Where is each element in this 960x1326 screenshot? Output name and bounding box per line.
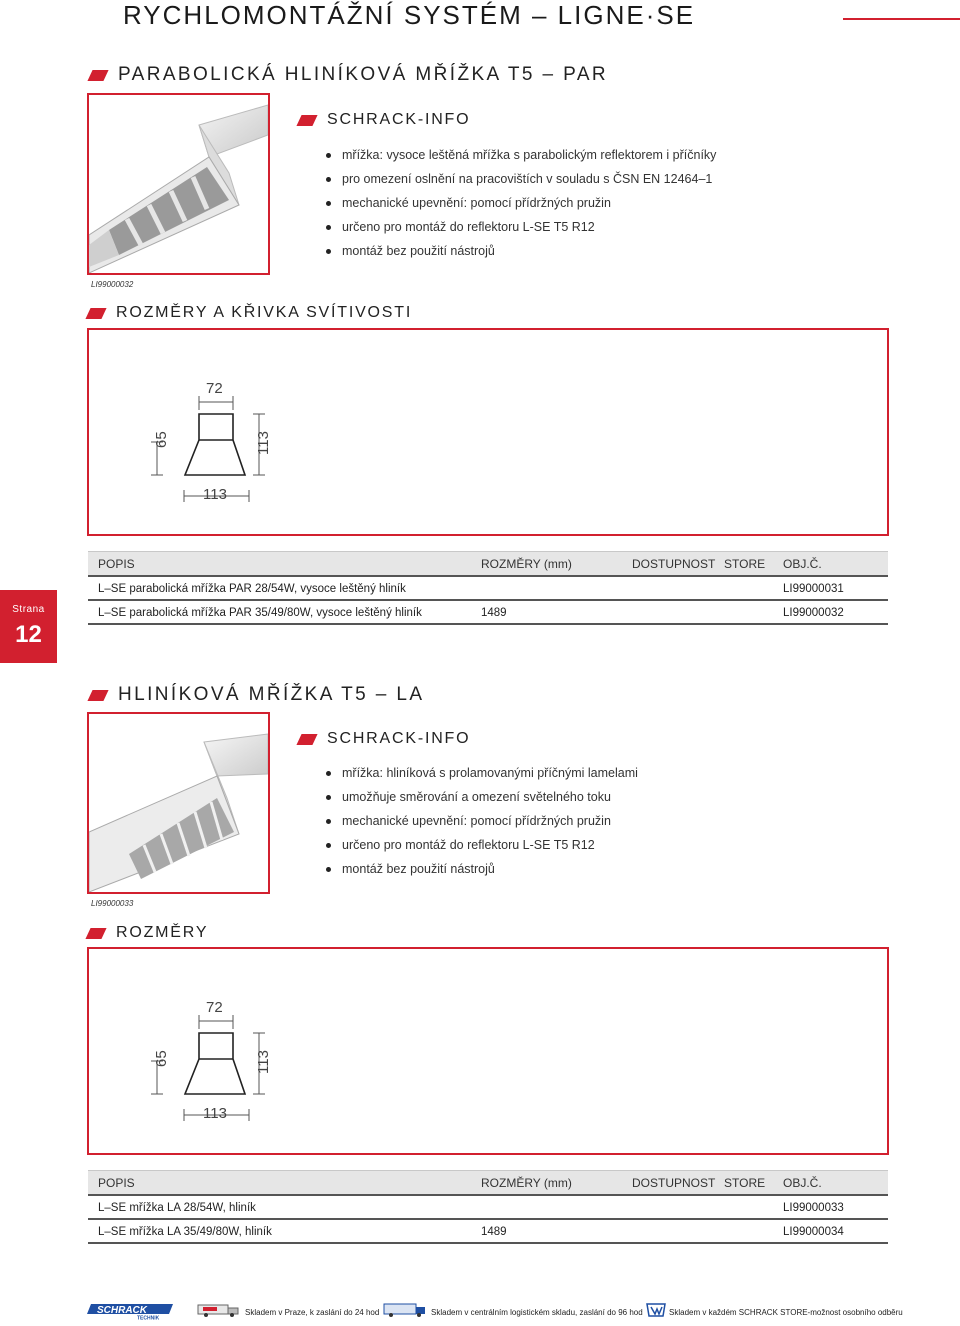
list-item: mechanické upevnění: pomocí přídržných pružin bbox=[326, 191, 716, 215]
product-image-la bbox=[87, 712, 270, 894]
col-header-rozmery: ROZMĚRY (mm) bbox=[481, 1176, 572, 1190]
dimension-drawing-2 bbox=[87, 947, 889, 1155]
dimension-drawing-1 bbox=[87, 328, 889, 536]
product-table-2 bbox=[88, 1170, 888, 1244]
page-title: RYCHLOMONTÁŽNÍ SYSTÉM – LIGNE·SE bbox=[123, 0, 696, 30]
section2-title: HLINÍKOVÁ MŘÍŽKA T5 – LA bbox=[118, 684, 425, 705]
footer-note-2: Skladem v centrálním logistickém skladu, zaslání do 96 hod bbox=[431, 1308, 643, 1317]
section1-heading bbox=[90, 64, 608, 86]
list-item: montáž bez použití nástrojů bbox=[326, 239, 716, 263]
red-marker-icon bbox=[87, 690, 108, 701]
list-item: určeno pro montáž do reflektoru L-SE T5 R12 bbox=[326, 215, 716, 239]
page-tab-label: Strana bbox=[12, 604, 45, 615]
table-header bbox=[88, 1170, 888, 1196]
info-list-1 bbox=[326, 143, 716, 263]
page-number-tab bbox=[0, 590, 57, 663]
logo-subtext: TECHNIK bbox=[137, 1315, 160, 1320]
cell-order-number: LI99000031 bbox=[783, 583, 844, 595]
cell-description: L–SE mřížka LA 35/49/80W, hliník bbox=[98, 1226, 272, 1238]
dim-top-label: 72 bbox=[206, 999, 223, 1016]
dims-title-2: ROZMĚRY bbox=[116, 924, 209, 941]
footer-note-3: Skladem v každém SCHRACK STORE-možnost osobního odběru bbox=[669, 1308, 903, 1317]
cell-dimensions: 1489 bbox=[481, 607, 507, 619]
luminaire-par-illustration bbox=[89, 95, 268, 273]
image-code-1: LI99000032 bbox=[91, 280, 134, 289]
cell-description: L–SE mřížka LA 28/54W, hliník bbox=[98, 1202, 256, 1214]
luminaire-la-illustration bbox=[89, 714, 268, 892]
dim-left-label: 65 bbox=[153, 1050, 170, 1067]
truck-icon bbox=[197, 1302, 241, 1318]
footer-note-1: Skladem v Praze, k zaslání do 24 hod bbox=[245, 1308, 380, 1317]
dim-bottom-label: 113 bbox=[203, 1105, 227, 1122]
image-code-2: LI99000033 bbox=[91, 899, 134, 908]
list-item: montáž bez použití nástrojů bbox=[326, 857, 638, 881]
product-image-par bbox=[87, 93, 270, 275]
list-item: mřížka: vysoce leštěná mřížka s parabolickým reflektorem i příčníky bbox=[326, 143, 716, 167]
schrack-info-heading-2 bbox=[299, 730, 470, 748]
table-row bbox=[88, 1220, 888, 1244]
table-row bbox=[88, 601, 888, 625]
dim-right-label: 113 bbox=[255, 1050, 272, 1074]
lorry-icon bbox=[383, 1302, 427, 1318]
profile-drawing-1 bbox=[89, 330, 887, 534]
col-header-store: STORE bbox=[724, 1176, 766, 1190]
cell-dimensions: 1489 bbox=[481, 1226, 507, 1238]
table-row bbox=[88, 1196, 888, 1220]
dim-left-label: 65 bbox=[153, 431, 170, 448]
list-item: umožňuje směrování a omezení světelného toku bbox=[326, 785, 638, 809]
product-table-1 bbox=[88, 551, 888, 625]
logo-text: SCHRACK bbox=[97, 1305, 147, 1316]
schrack-info-title-1: SCHRACK-INFO bbox=[327, 111, 471, 128]
col-header-dostupnost: DOSTUPNOST bbox=[632, 1176, 716, 1190]
cell-order-number: LI99000032 bbox=[783, 607, 844, 619]
page-number: 12 bbox=[15, 621, 42, 648]
cell-description: L–SE parabolická mřížka PAR 35/49/80W, vysoce leštěný hliník bbox=[98, 607, 422, 619]
info-list-2 bbox=[326, 761, 638, 881]
red-marker-icon bbox=[296, 734, 317, 745]
red-marker-icon bbox=[85, 928, 106, 939]
list-item: mechanické upevnění: pomocí přídržných pružin bbox=[326, 809, 638, 833]
list-item: pro omezení oslnění na pracovištích v souladu s ČSN EN 12464–1 bbox=[326, 167, 716, 191]
col-header-popis: POPIS bbox=[98, 557, 135, 571]
section1-title: PARABOLICKÁ HLINÍKOVÁ MŘÍŽKA T5 – PAR bbox=[118, 64, 609, 85]
red-marker-icon bbox=[296, 115, 317, 126]
col-header-rozmery: ROZMĚRY (mm) bbox=[481, 557, 572, 571]
dims-title-1: ROZMĚRY A KŘIVKA SVÍTIVOSTI bbox=[116, 304, 413, 321]
red-marker-icon bbox=[85, 308, 106, 319]
red-marker-icon bbox=[87, 70, 108, 81]
col-header-obj: OBJ.Č. bbox=[783, 1176, 822, 1190]
section2-heading bbox=[90, 684, 424, 706]
schrack-logo bbox=[85, 1302, 175, 1320]
schrack-info-title-2: SCHRACK-INFO bbox=[327, 730, 471, 747]
col-header-dostupnost: DOSTUPNOST bbox=[632, 557, 716, 571]
col-header-store: STORE bbox=[724, 557, 766, 571]
store-icon bbox=[645, 1302, 667, 1318]
profile-drawing-2 bbox=[89, 949, 887, 1153]
dim-top-label: 72 bbox=[206, 380, 223, 397]
dims-heading-2 bbox=[88, 924, 208, 942]
cell-order-number: LI99000034 bbox=[783, 1226, 844, 1238]
footer bbox=[85, 1302, 903, 1322]
cell-description: L–SE parabolická mřížka PAR 28/54W, vysoce leštěný hliník bbox=[98, 583, 406, 595]
list-item: mřížka: hliníková s prolamovanými příčnými lamelami bbox=[326, 761, 638, 785]
list-item: určeno pro montáž do reflektoru L-SE T5 R12 bbox=[326, 833, 638, 857]
dim-bottom-label: 113 bbox=[203, 486, 227, 503]
schrack-info-heading-1 bbox=[299, 111, 470, 129]
dim-right-label: 113 bbox=[255, 431, 272, 455]
title-rule bbox=[843, 18, 960, 20]
table-row bbox=[88, 577, 888, 601]
dims-heading-1 bbox=[88, 304, 412, 322]
col-header-popis: POPIS bbox=[98, 1176, 135, 1190]
cell-order-number: LI99000033 bbox=[783, 1202, 844, 1214]
table-header bbox=[88, 551, 888, 577]
col-header-obj: OBJ.Č. bbox=[783, 557, 822, 571]
